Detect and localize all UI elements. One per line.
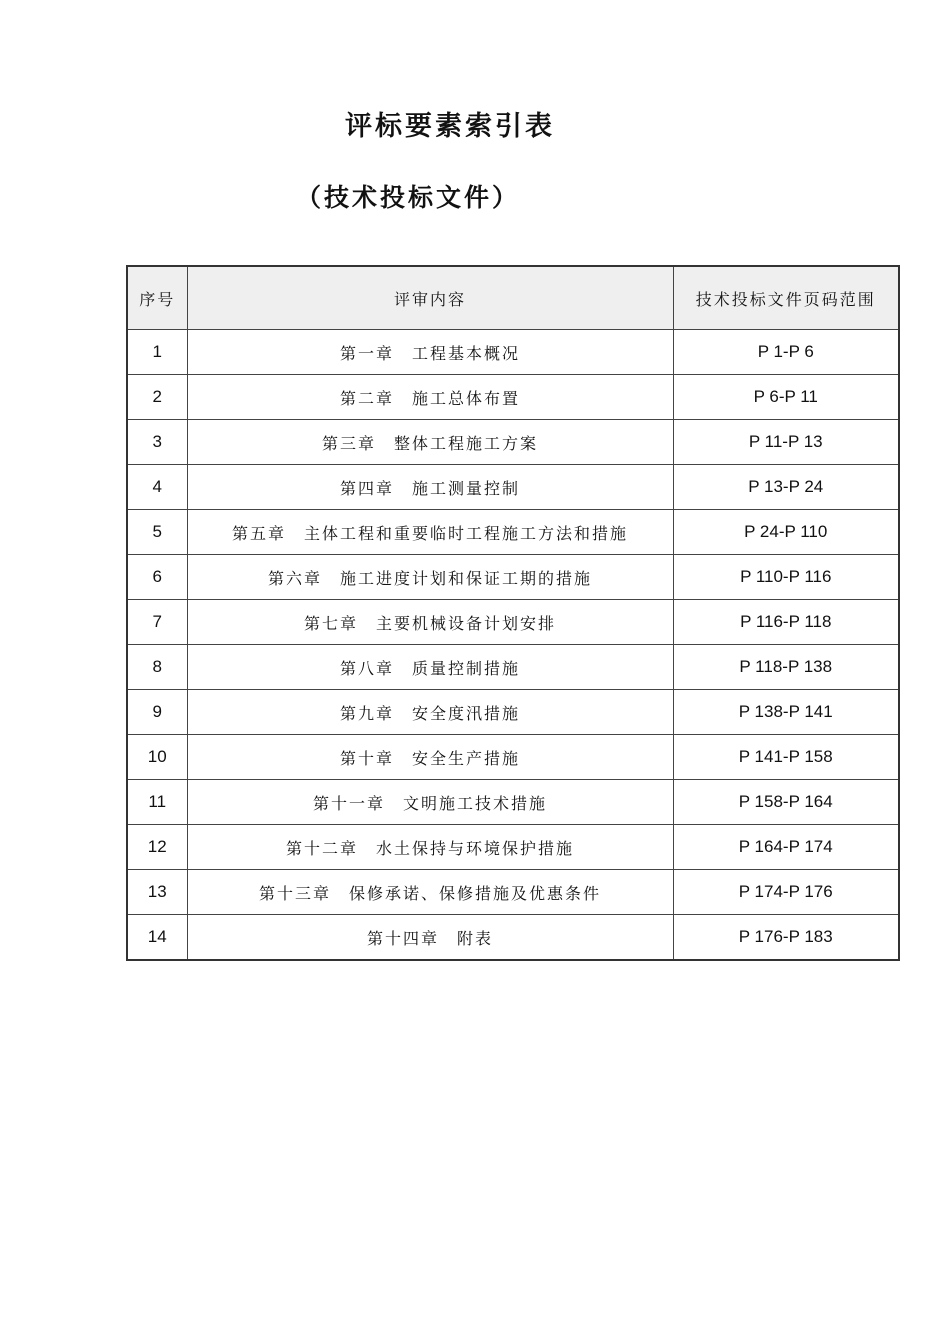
row-pages: P 24-P 110 xyxy=(673,510,899,555)
row-content: 第十二章 水土保持与环境保护措施 xyxy=(187,825,673,870)
row-pages: P 141-P 158 xyxy=(673,735,899,780)
row-index: 8 xyxy=(127,645,187,690)
row-pages: P 118-P 138 xyxy=(673,645,899,690)
row-pages: P 6-P 11 xyxy=(673,375,899,420)
row-index: 4 xyxy=(127,465,187,510)
table-row xyxy=(127,375,899,420)
header-index: 序号 xyxy=(127,266,187,330)
row-index: 2 xyxy=(127,375,187,420)
row-index: 10 xyxy=(127,735,187,780)
table-row xyxy=(127,690,899,735)
row-content: 第三章 整体工程施工方案 xyxy=(187,420,673,465)
row-content: 第九章 安全度汛措施 xyxy=(187,690,673,735)
table-row xyxy=(127,510,899,555)
document-title: 评标要素索引表 xyxy=(345,111,555,142)
document-subtitle: （技术投标文件） xyxy=(296,183,521,212)
row-index: 14 xyxy=(127,915,187,961)
row-pages: P 116-P 118 xyxy=(673,600,899,645)
row-content: 第六章 施工进度计划和保证工期的措施 xyxy=(187,555,673,600)
row-pages: P 176-P 183 xyxy=(673,915,899,961)
table-header-row xyxy=(127,266,899,330)
row-content: 第二章 施工总体布置 xyxy=(187,375,673,420)
table-row xyxy=(127,555,899,600)
row-index: 13 xyxy=(127,870,187,915)
row-index: 5 xyxy=(127,510,187,555)
row-content: 第十三章 保修承诺、保修措施及优惠条件 xyxy=(187,870,673,915)
row-pages: P 164-P 174 xyxy=(673,825,899,870)
row-pages: P 138-P 141 xyxy=(673,690,899,735)
row-index: 1 xyxy=(127,330,187,375)
row-pages: P 1-P 6 xyxy=(673,330,899,375)
row-pages: P 11-P 13 xyxy=(673,420,899,465)
table-row xyxy=(127,825,899,870)
row-index: 9 xyxy=(127,690,187,735)
table-row xyxy=(127,420,899,465)
row-content: 第五章 主体工程和重要临时工程施工方法和措施 xyxy=(187,510,673,555)
header-pages: 技术投标文件页码范围 xyxy=(673,266,899,330)
row-content: 第十四章 附表 xyxy=(187,915,673,961)
table-row xyxy=(127,645,899,690)
table-row xyxy=(127,330,899,375)
table-row xyxy=(127,780,899,825)
row-content: 第四章 施工测量控制 xyxy=(187,465,673,510)
table-row xyxy=(127,915,899,961)
row-pages: P 13-P 24 xyxy=(673,465,899,510)
row-content: 第十章 安全生产措施 xyxy=(187,735,673,780)
row-content: 第八章 质量控制措施 xyxy=(187,645,673,690)
row-index: 7 xyxy=(127,600,187,645)
row-content: 第十一章 文明施工技术措施 xyxy=(187,780,673,825)
row-index: 11 xyxy=(127,780,187,825)
row-pages: P 158-P 164 xyxy=(673,780,899,825)
table-row xyxy=(127,465,899,510)
header-content: 评审内容 xyxy=(187,266,673,330)
table-row xyxy=(127,735,899,780)
row-index: 12 xyxy=(127,825,187,870)
row-content: 第一章 工程基本概况 xyxy=(187,330,673,375)
table-row xyxy=(127,870,899,915)
row-index: 3 xyxy=(127,420,187,465)
row-content: 第七章 主要机械设备计划安排 xyxy=(187,600,673,645)
table-row xyxy=(127,600,899,645)
evaluation-index-table xyxy=(126,265,900,961)
row-pages: P 174-P 176 xyxy=(673,870,899,915)
row-index: 6 xyxy=(127,555,187,600)
row-pages: P 110-P 116 xyxy=(673,555,899,600)
